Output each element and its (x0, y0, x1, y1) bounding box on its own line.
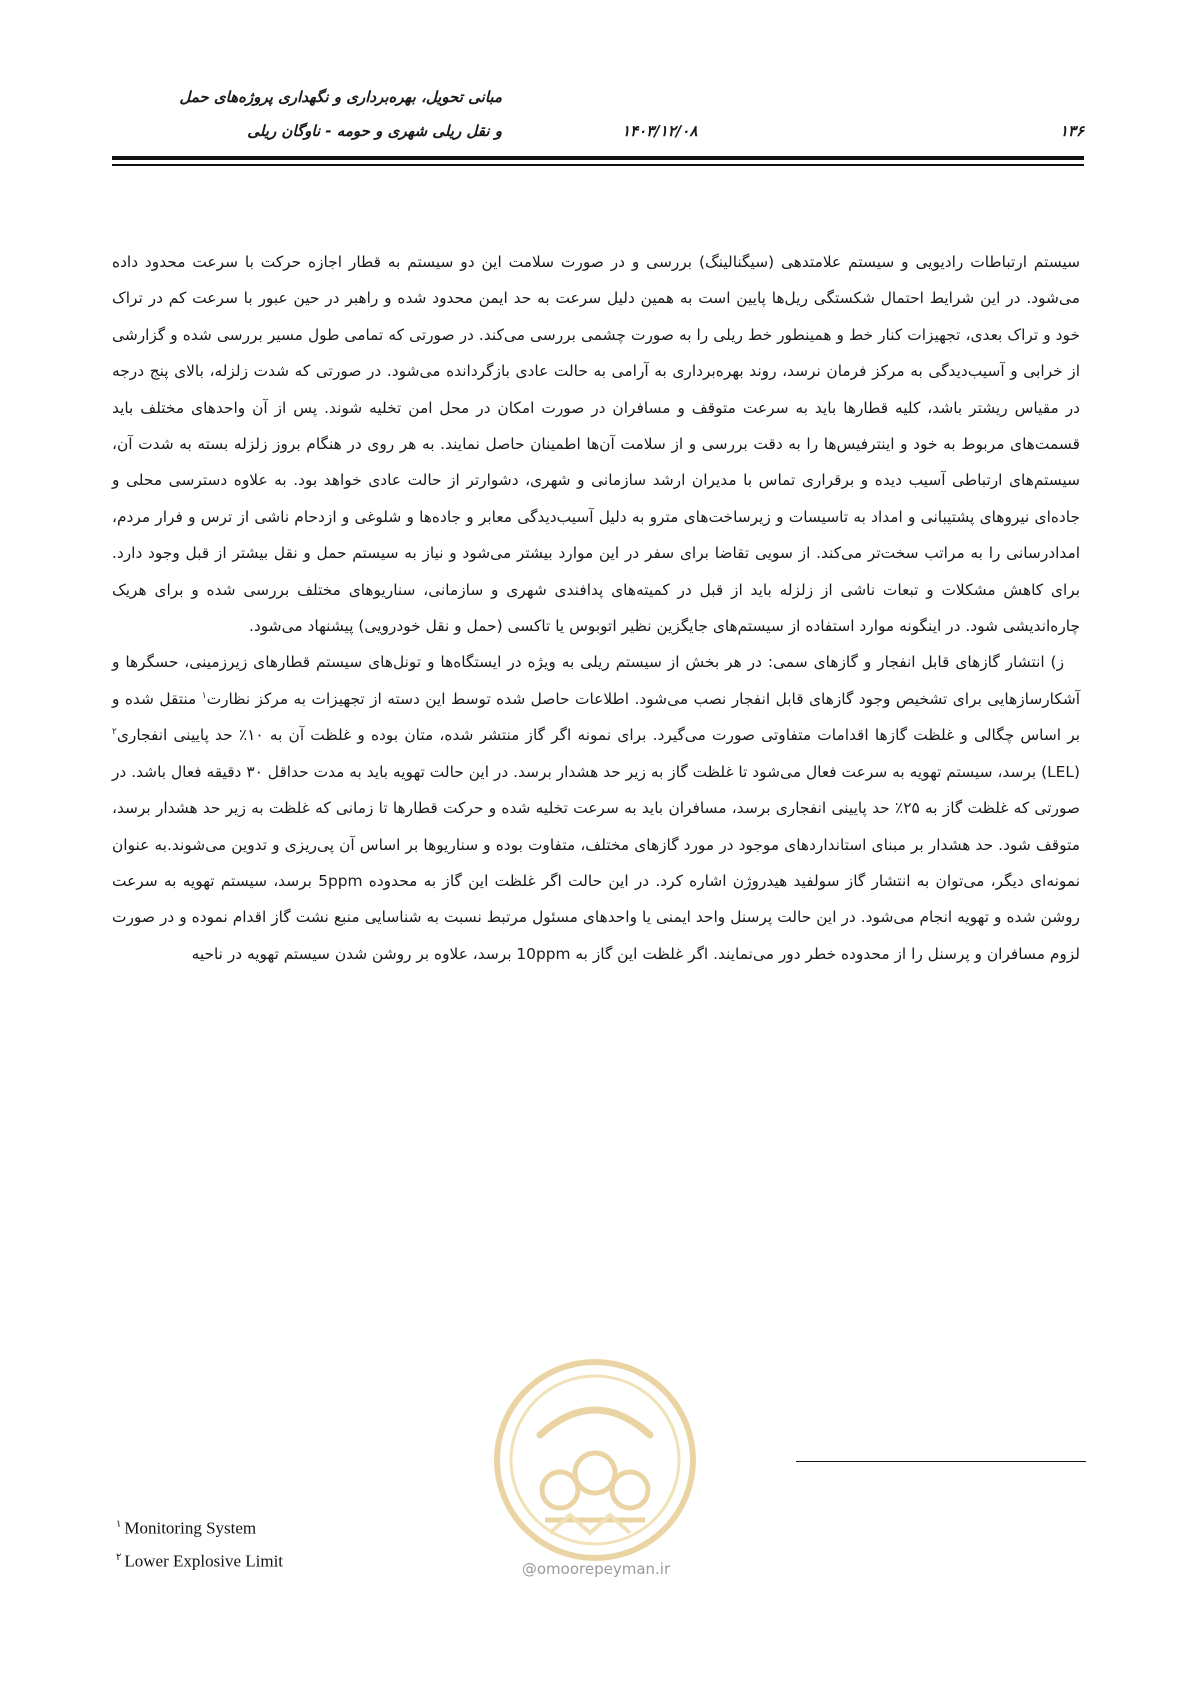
paragraph-gas-release (112, 644, 1080, 972)
footnote-ref-2: ۲ (112, 727, 117, 738)
footnote-1-mark: ۱ (116, 1519, 122, 1530)
seal-logo-icon (490, 1355, 700, 1565)
body-text (112, 244, 1080, 972)
footnote-2-text: Lower Explosive Limit (124, 1551, 284, 1571)
page-number: ۱۳۶ (1059, 122, 1084, 140)
header-rule-thick (112, 156, 1084, 160)
footnote-divider (796, 1461, 1086, 1462)
watermark-site: @omoorepeyman.ir (521, 1560, 671, 1578)
paragraph-gas-part1: ز) انتشار گازهای قابل انفجار و گازهای سمی: در هر بخش از سیستم ریلی به ویژه در ایستگاه‌ها و تونل‌های سیستم قطارهای زیرزمینی، حسگرها و آشکارسازهایی برای تشخیص وجود گازهای قابل انفجار نصب می‌شود. اطلاعات حاصل شده توسط این دسته از تجهیزات به مرکز نظارت (112, 653, 1081, 708)
footnote-ref-1: ۱ (201, 690, 207, 701)
footnote-2-mark: ۲ (116, 1551, 122, 1563)
page-header (112, 78, 1084, 158)
footnote-1-text: Monitoring System (124, 1518, 257, 1538)
header-date: ۱۴۰۳/۱۲/۰۸ (622, 122, 698, 140)
paragraph-earthquake: سیستم ارتباطات رادیویی و سیستم علامتدهی (سیگنالینگ) بررسی و در صورت سلامت این دو سیستم به قطار اجازه حرکت با سرعت محدود داده می‌شود. در این شرایط احتمال شکستگی ریل‌ها پایین است به همین دلیل سرعت به حد ایمن محدود شده و راهبر در حین عبور با سرعت کم در تراک خود و تراک بعدی، تجهیزات کنار خط و همینطور خط ریلی را به صورت چشمی بررسی می‌کند. در صورتی که تمامی طول مسیر بررسی شده و گزارشی از خرابی و آسیب‌دیدگی به مرکز فرمان نرسد، روند بهره‌برداری به آرامی به حالت عادی بازگردانده می‌شود. در صورتی که شدت زلزله، بالای پنج درجه در مقیاس ریشتر باشد، کلیه قطارها باید به سرعت متوقف و مسافران در صورت امکان در محل امن تخلیه شوند. پس از آن واحدهای مختلف باید قسمت‌های مربوط به خود و اینترفیس‌ها را به دقت بررسی و از سلامت آن‌ها اطمینان حاصل نمایند. به هر روی در هنگام بروز زلزله بسته به شدت آن، سیستم‌های ارتباطی آسیب دیده و برقراری تماس با مدیران ارشد سازمانی و شهری، دشوارتر از حالت عادی خواهد بود. به علاوه دسترسی محلی و جاده‌ای نیروهای پشتیبانی و امداد به تاسیسات و زیرساخت‌های مترو به دلیل آسیب‌دیدگی معابر و جاده‌ها و شلوغی و ازدحام ناشی از ترس و فرار مردم، امدادرسانی را به مراتب سخت‌تر می‌کند. از سویی تقاضا برای سفر در این موارد بیشتر می‌شود و نیاز به سیستم حمل و نقل بیشتر از قبل وجود دارد. برای کاهش مشکلات و تبعات ناشی از زلزله باید از قبل در کمیته‌های پدافندی شهری و سازمانی، سناریوهای مختلف بررسی شده و برای هریک چاره‌اندیشی شود. در اینگونه موارد استفاده از سیستم‌های جایگزین نظیر اتوبوس یا تاکسی (حمل و نقل خودرویی) پیشنهاد می‌شود. (112, 253, 1080, 636)
paragraph-gas-part3: (LEL) برسد، سیستم تهویه به سرعت فعال می‌شود تا غلظت گاز به زیر حد هشدار برسد. در این حالت تهویه باید به مدت حداقل ۳۰ دقیقه فعال باشد. در صورتی که غلظت گاز به ۲۵٪ حد پایینی انفجاری برسد، مسافران باید به سرعت تخلیه شده و حرکت قطارها تا زمانی که غلظت به زیر حد هشدار برسد، متوقف شود. حد هشدار بر مبنای استانداردهای موجود در مورد گازهای مختلف، متفاوت بوده و سناریوها بر اساس آن پی‌ریزی و تدوین می‌شوند.به عنوان نمونه‌ای دیگر، می‌توان به انتشار گاز سولفید هیدروژن اشاره کرد. در این حالت اگر غلظت این گاز به محدوده 5ppm برسد، سیستم تهویه به سرعت روشن شده و تهویه انجام می‌شود. در این حالت پرسنل واحد ایمنی یا واحدهای مسئول مرتبط نسبت به شناسایی منبع نشت گاز اقدام نموده و در صورت لزوم مسافران و پرسنل را از محدوده خطر دور می‌نمایند. اگر غلظت این گاز به 10ppm برسد، علاوه بر روشن شدن سیستم تهویه در ناحیه (112, 762, 1080, 963)
header-title-line2: و نقل ریلی شهری و حومه - ناوگان ریلی (247, 122, 502, 140)
header-title-line1: مبانی تحویل، بهره‌برداری و نگهداری پروژه‌های حمل (179, 88, 502, 106)
header-rule-thin (112, 164, 1084, 166)
paragraph-gas-part2: منتقل شده و بر اساس چگالی و غلظت گازها اقدامات متفاوتی صورت می‌گیرد. برای نمونه اگر گاز منتشر شده، متان بوده و غلظت آن به ۱۰٪ حد پایینی انفجاری (112, 689, 1081, 745)
